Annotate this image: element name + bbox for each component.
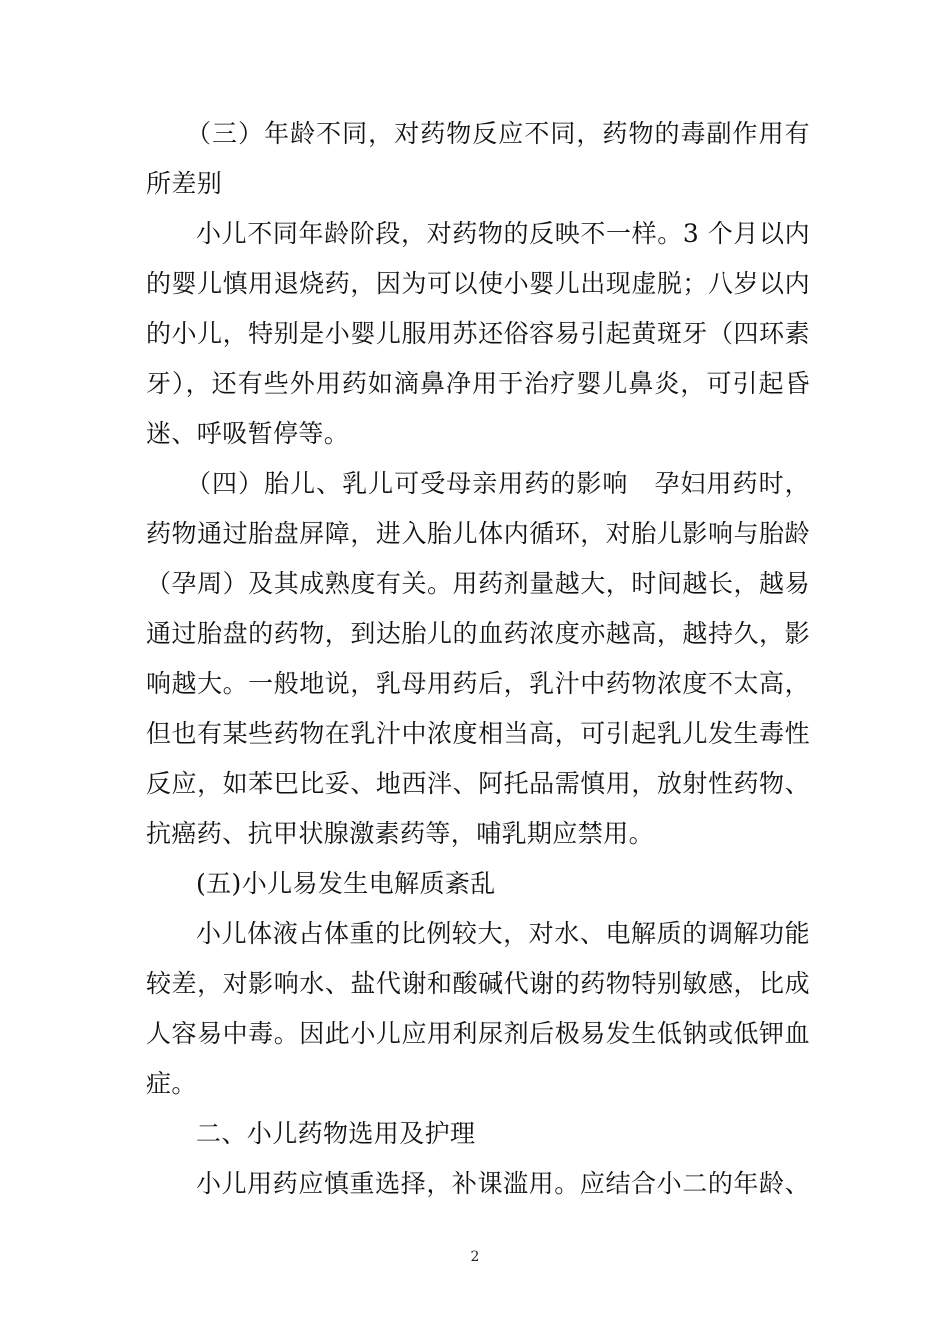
- paragraph-line: 小儿用药应慎重选择，补课滥用。应结合小二的年龄、: [196, 1169, 810, 1198]
- paragraph-line: 但也有某些药物在乳汁中浓度相当高，可引起乳儿发生毒性: [146, 719, 810, 748]
- paragraph-line: 小儿体液占体重的比例较大，对水、电解质的调解功能: [196, 919, 810, 948]
- paragraph-line: 通过胎盘的药物，到达胎儿的血药浓度亦越高，越持久，影: [146, 619, 810, 648]
- paragraph-line: 抗癌药、抗甲状腺激素药等，哺乳期应禁用。: [146, 819, 655, 848]
- heading-maternal-drug-influence: （四）胎儿、乳儿可受母亲用药的影响 孕妇用药时，: [186, 469, 810, 498]
- paragraph-line: 迷、呼吸暂停等。: [146, 419, 350, 448]
- heading-age-drug-reaction-line-1: （三）年龄不同，对药物反应不同，药物的毒副作用有: [186, 119, 810, 148]
- paragraph-line: 药物通过胎盘屏障，进入胎儿体内循环，对胎儿影响与胎龄: [146, 519, 810, 548]
- paragraph-line: 响越大。一般地说，乳母用药后，乳汁中药物浓度不太高，: [146, 669, 810, 698]
- paragraph-line: 人容易中毒。因此小儿应用利尿剂后极易发生低钠或低钾血: [146, 1019, 810, 1048]
- page-number: 2: [470, 1249, 480, 1265]
- paragraph-line: 反应，如苯巴比妥、地西泮、阿托品需慎用，放射性药物、: [146, 769, 810, 798]
- paragraph-line: 牙），还有些外用药如滴鼻净用于治疗婴儿鼻炎，可引起昏: [146, 369, 810, 398]
- paragraph-line: 小儿不同年龄阶段，对药物的反映不一样。3 个月以内: [196, 219, 810, 248]
- paragraph-line: 症。: [146, 1069, 197, 1098]
- paragraph-line: 的婴儿慎用退烧药，因为可以使小婴儿出现虚脱；八岁以内: [146, 269, 810, 298]
- heading-electrolyte-disorder: (五)小儿易发生电解质紊乱: [196, 869, 496, 898]
- paragraph-line: 较差，对影响水、盐代谢和酸碱代谢的药物特别敏感，比成: [146, 969, 810, 998]
- paragraph-line: （孕周）及其成熟度有关。用药剂量越大，时间越长，越易: [146, 569, 810, 598]
- paragraph-line: 的小儿，特别是小婴儿服用苏还俗容易引起黄斑牙（四环素: [146, 319, 810, 348]
- section-heading-drug-selection-care: 二、小儿药物选用及护理: [196, 1119, 476, 1148]
- heading-age-drug-reaction-line-2: 所差别: [146, 169, 223, 198]
